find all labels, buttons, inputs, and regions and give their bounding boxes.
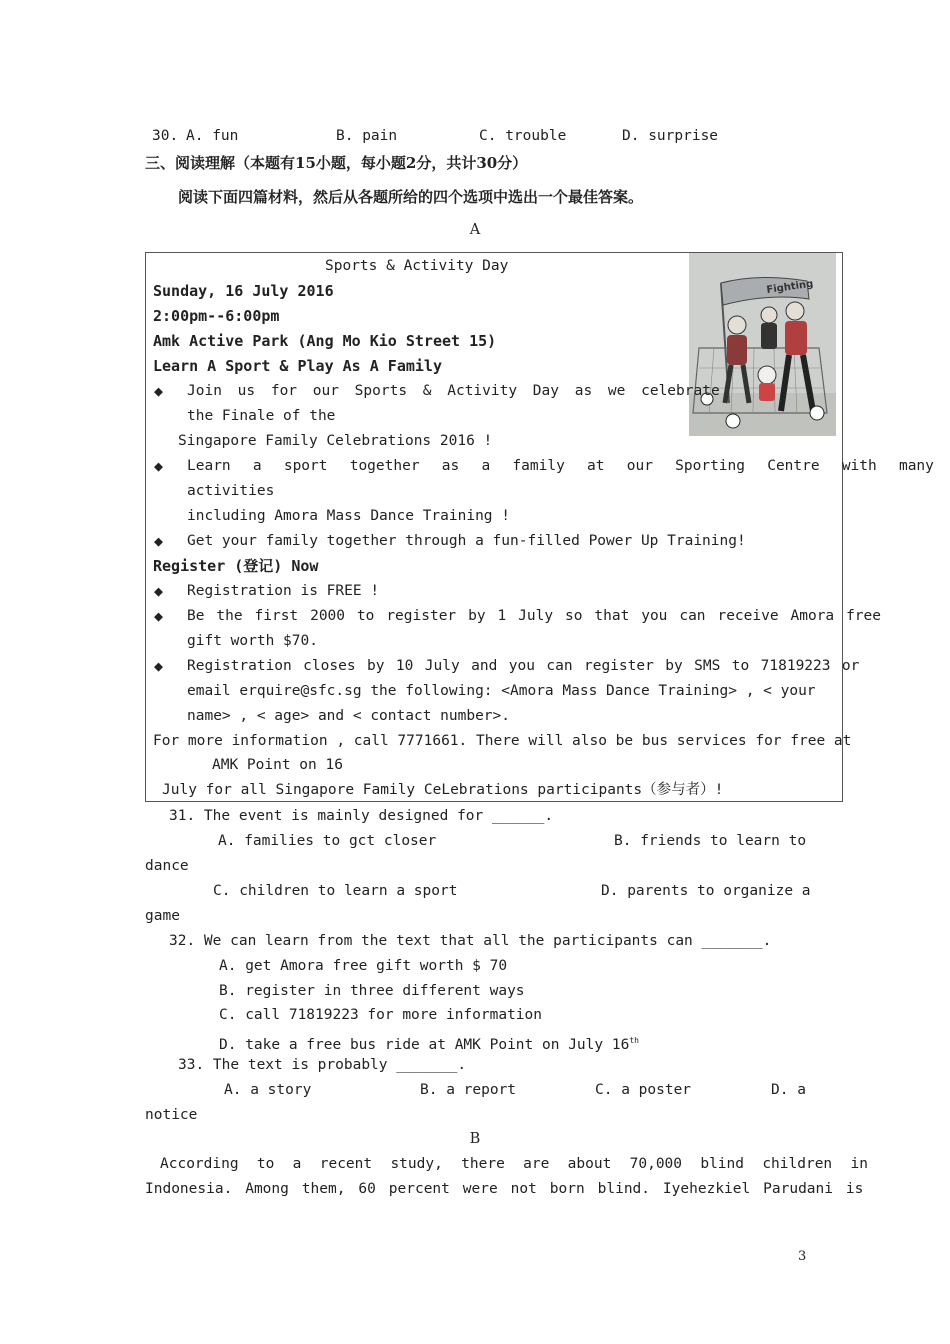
- diamond-bullet-icon: ◆: [154, 532, 164, 550]
- passage-b-line-1: According to a recent study, there are about 70,000 blind children in: [160, 1156, 868, 1172]
- family-sports-illustration: [689, 253, 836, 436]
- q31-option-c: C. children to learn a sport: [213, 883, 458, 899]
- q32-option-c: C. call 71819223 for more information: [219, 1007, 543, 1023]
- q31-stem: 31. The event is mainly designed for ______.: [169, 808, 554, 824]
- q31-option-d: D. parents to organize a: [601, 883, 811, 899]
- poster-date: Sunday, 16 July 2016: [153, 282, 334, 300]
- bullet-1-line-3: Singapore Family Celebrations 2016 !: [178, 433, 493, 449]
- register-point-3-line-1: Registration closes by 10 July and you can register by SMS to 71819223 or: [187, 658, 860, 674]
- poster-place: Amk Active Park (Ang Mo Kio Street 15): [153, 332, 497, 350]
- q33-option-a: A. a story: [224, 1082, 312, 1098]
- bullet-2-line-1: Learn a sport together as a family at our Sporting Centre with many: [187, 458, 934, 474]
- bullet-2-line-2: activities: [187, 483, 275, 499]
- register-heading: Register (登记) Now: [153, 557, 319, 575]
- diamond-bullet-icon: ◆: [154, 607, 164, 625]
- register-point-1: Registration is FREE !: [187, 583, 380, 599]
- q31-option-a: A. families to gct closer: [218, 833, 437, 849]
- q31-option-b: B. friends to learn to: [614, 833, 807, 849]
- q33-option-d-continued: notice: [145, 1107, 198, 1123]
- q33-option-d: D. a: [771, 1082, 806, 1098]
- bullet-3-line-1: Get your family together through a fun-filled Power Up Training!: [187, 533, 746, 549]
- diamond-bullet-icon: ◆: [154, 382, 164, 400]
- q31-option-b-continued: dance: [145, 858, 189, 874]
- passage-b-label: B: [469, 1131, 481, 1147]
- register-point-2-line-1: Be the first 2000 to register by 1 July so that you can receive Amora free: [187, 608, 882, 624]
- diamond-bullet-icon: ◆: [154, 457, 164, 475]
- q33-option-b: B. a report: [420, 1082, 517, 1098]
- bullet-2-line-3: including Amora Mass Dance Training !: [187, 508, 511, 524]
- q30-option-d: D. surprise: [622, 128, 719, 144]
- info-line-1: For more information , call 7771661. There will also be bus services for free at: [153, 733, 852, 749]
- poster-illustration: [689, 253, 836, 436]
- q30-option-a: A. fun: [186, 128, 239, 144]
- q33-stem: 33. The text is probably _______.: [178, 1057, 467, 1073]
- passage-a-label: A: [469, 222, 481, 238]
- q33-option-c: C. a poster: [595, 1082, 692, 1098]
- q32-option-b: B. register in three different ways: [219, 983, 525, 999]
- q30-option-c: C. trouble: [479, 128, 567, 144]
- bullet-1-line-2: the Finale of the: [187, 408, 336, 424]
- poster-title: Sports & Activity Day: [325, 258, 509, 274]
- q32-stem: 32. We can learn from the text that all the participants can _______.: [169, 933, 772, 949]
- banner-text: Fighting: [765, 278, 814, 296]
- section-title: 三、阅读理解（本题有15小题，每小题2分，共计30分）: [145, 154, 528, 172]
- bullet-1-line-1: [187, 379, 720, 404]
- justified-words: [187, 379, 720, 404]
- q31-option-d-continued: game: [145, 908, 180, 924]
- passage-b-line-2: Indonesia. Among them, 60 percent were not born blind. Iyehezkiel Parudani is: [145, 1181, 864, 1197]
- q32-option-d-superscript: th: [629, 1036, 639, 1045]
- info-line-2: AMK Point on 16: [212, 757, 343, 773]
- diamond-bullet-icon: ◆: [154, 582, 164, 600]
- diamond-bullet-icon: ◆: [154, 657, 164, 675]
- register-point-3-line-3: name> , < age> and < contact number>.: [187, 708, 511, 724]
- register-point-3-line-2: email erquire@sfc.sg the following: <Amora Mass Dance Training> , < your: [187, 683, 816, 699]
- q30-number: 30.: [152, 128, 179, 144]
- info-line-3: July for all Singapore Family CeLebrations participants（参与者）!: [162, 782, 724, 798]
- q32-option-d-text: D. take a free bus ride at AMK Point on July 16: [219, 1036, 630, 1053]
- section-instruction: 阅读下面四篇材料，然后从各题所给的四个选项中选出一个最佳答案。: [178, 188, 644, 206]
- q32-option-a: A. get Amora free gift worth $ 70: [219, 958, 508, 974]
- poster-time: 2:00pm--6:00pm: [153, 307, 280, 325]
- page-number: 3: [798, 1249, 807, 1264]
- poster-slogan: Learn A Sport & Play As A Family: [153, 357, 442, 375]
- q30-option-b: B. pain: [336, 128, 398, 144]
- register-point-2-line-2: gift worth $70.: [187, 633, 318, 649]
- bullet-1-text: Join us for our Sports & Activity Day as we celebrate: [187, 383, 720, 399]
